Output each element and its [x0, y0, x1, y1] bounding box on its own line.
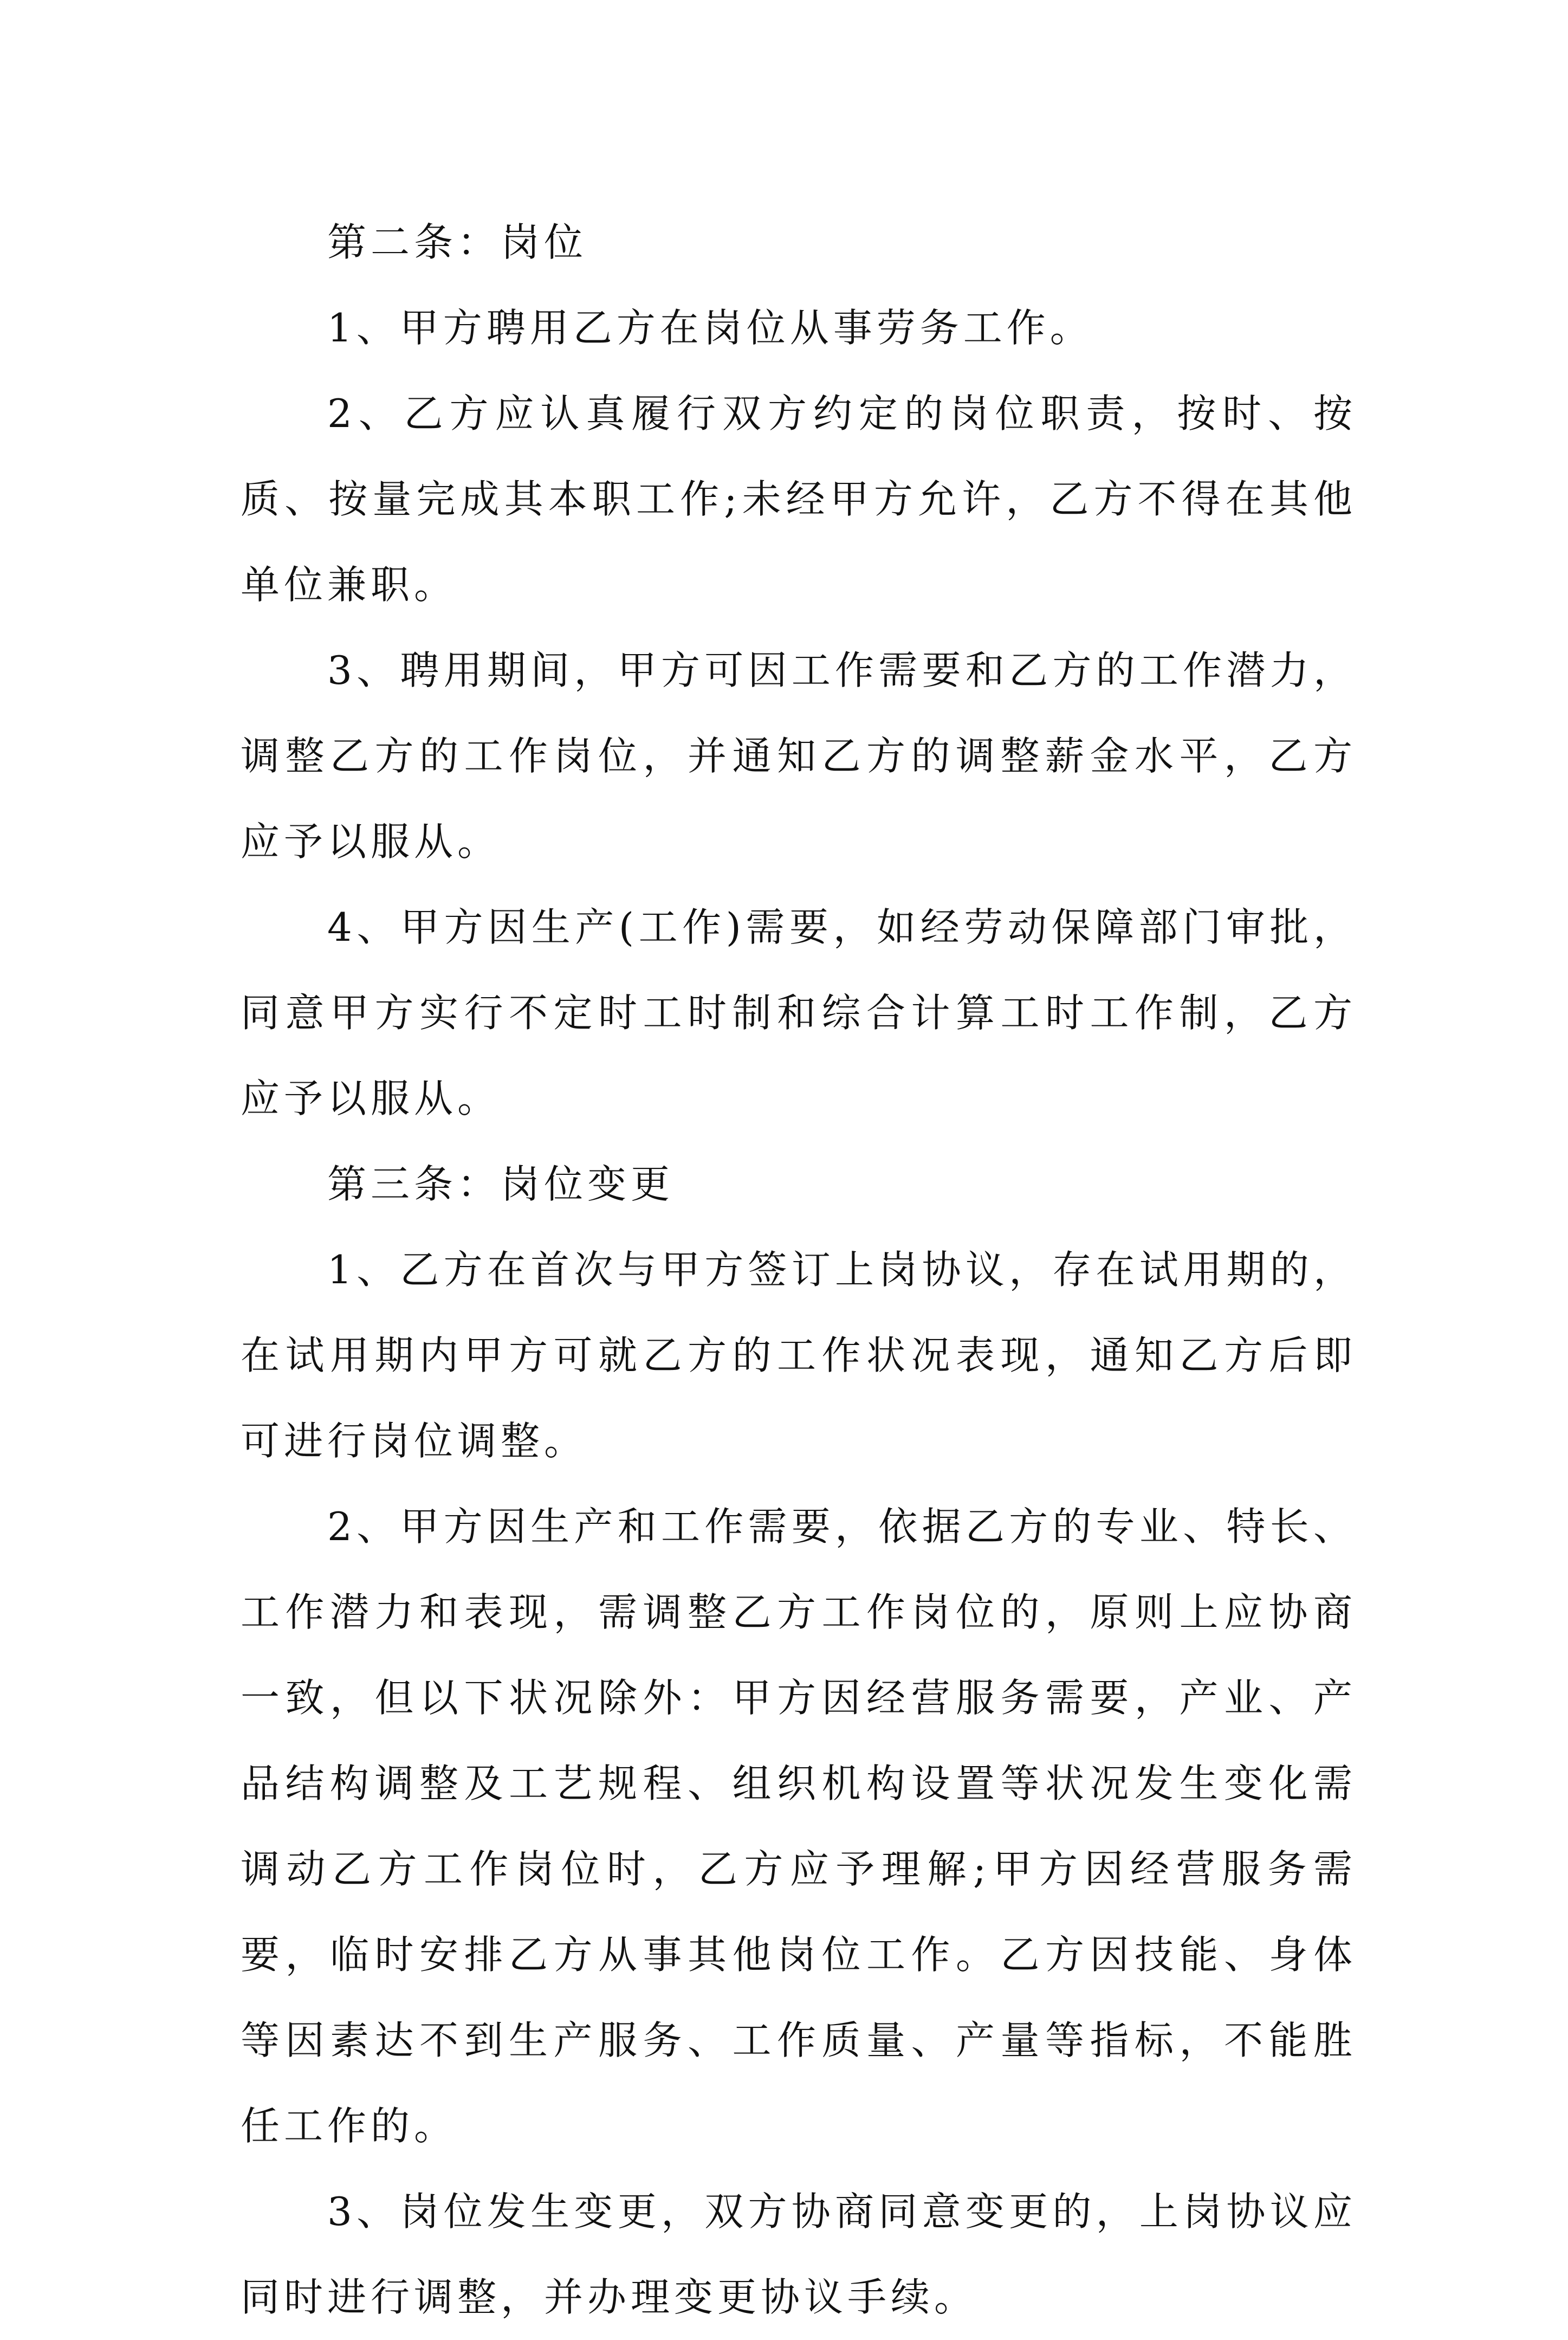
- clause-3-3: 3、岗位发生变更，双方协商同意变更的，上岗协议应同时进行调整，并办理变更协议手续。: [241, 2189, 1357, 2320]
- section-heading-3: 第三条：岗位变更: [327, 1161, 675, 1207]
- clause-3-2: 2、甲方因生产和工作需要，依据乙方的专业、特长、工作潜力和表现，需调整乙方工作岗位的，原则上应协商一致，但以下状况除外：甲方因经营服务需要，产业、产品结构调整及工艺规程、组织机构设置等状况发生变化需调动乙方工作岗位时，乙方应予理解;甲方因经营服务需要，临时安排乙方从事其他岗位工作。乙方因技能、身体等因素达不到生产服务、工作质量、产量等指标，不能胜任工作的。: [241, 1504, 1357, 2149]
- clause-2-4: 4、甲方因生产(工作)需要，如经劳动保障部门审批，同意甲方实行不定时工时制和综合计算工时工作制，乙方应予以服从。: [241, 904, 1357, 1121]
- document-body: [241, 199, 1357, 2340]
- clause-2-3: 3、聘用期间，甲方可因工作需要和乙方的工作潜力，调整乙方的工作岗位，并通知乙方的调整薪金水平，乙方应予以服从。: [241, 648, 1357, 864]
- section-heading-2: 第二条：岗位: [327, 219, 588, 265]
- clause-2-1: 1、甲方聘用乙方在岗位从事劳务工作。: [327, 305, 1093, 351]
- clause-2-2: 2、乙方应认真履行双方约定的岗位职责，按时、按质、按量完成其本职工作;未经甲方允许，乙方不得在其他单位兼职。: [241, 391, 1357, 607]
- clause-3-1: 1、乙方在首次与甲方签订上岗协议，存在试用期的，在试用期内甲方可就乙方的工作状况表现，通知乙方后即可进行岗位调整。: [241, 1247, 1357, 1464]
